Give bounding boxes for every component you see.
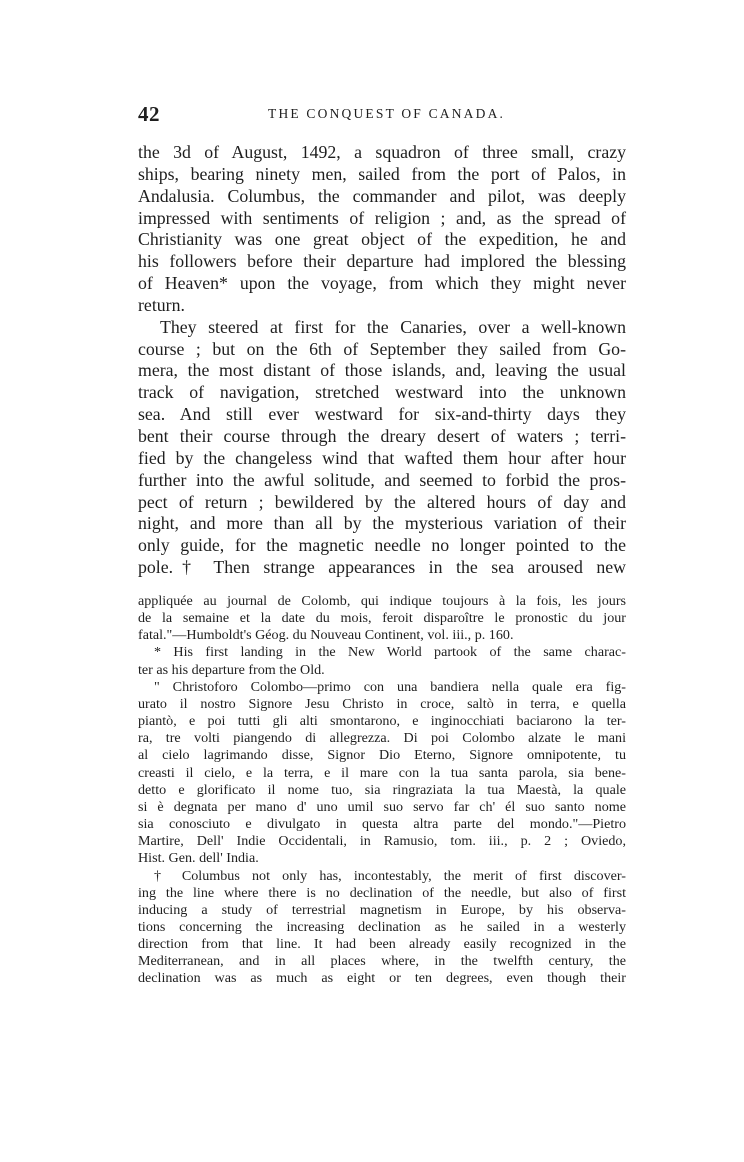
running-head bbox=[138, 102, 626, 130]
footnote-line: si è degnata per mano d' uno umil suo servo far ch' él suo santo nome bbox=[138, 798, 626, 815]
footnote bbox=[138, 679, 626, 868]
footnote-line: * His first landing in the New World partook of the same charac- bbox=[154, 644, 626, 661]
footnote-line: appliquée au journal de Colomb, qui indique toujours à la fois, les jours bbox=[138, 593, 626, 609]
footnote-line: ra, tre volti piangendo di allegrezza. Di poi Colombo alzate le mani bbox=[138, 730, 626, 747]
footnote-line: inducing a study of terrestrial magnetism in Europe, by his observa- bbox=[138, 901, 626, 918]
footnote-line: tions concerning the increasing declination as he sailed in a westerly bbox=[138, 918, 626, 935]
text-line: sea. And still ever westward for six-and-thirty days they bbox=[138, 404, 626, 425]
footnote-line: piantò, e poi tutti gli alti smontarono, e inginocchiati baciarono la ter- bbox=[138, 713, 626, 730]
text-line: the 3d of August, 1492, a squadron of three small, crazy bbox=[138, 142, 626, 162]
page-number: 42 bbox=[138, 102, 160, 126]
text-line: mera, the most distant of those islands, and, leaving the usual bbox=[138, 360, 626, 381]
text-line: return. bbox=[138, 294, 185, 315]
footnote bbox=[138, 644, 626, 678]
text-line: pole.† Then strange appearances in the sea aroused new bbox=[138, 557, 626, 578]
footnote-line: Martire, Dell' Indie Occidentali, in Ramusio, tom. iii., p. 2 ; Oviedo, bbox=[138, 833, 626, 850]
text-line: his followers before their departure had implored the blessing bbox=[138, 251, 626, 272]
footnote-line: detto e glorificato il nome tuo, sia ringraziata la tua Maestà, la quale bbox=[138, 781, 626, 798]
text-line: fied by the changeless wind that wafted them hour after hour bbox=[138, 447, 626, 468]
footnote bbox=[138, 868, 626, 988]
text-line: pect of return ; bewildered by the altered hours of day and bbox=[138, 491, 626, 512]
footnote-line: ter as his departure from the Old. bbox=[138, 661, 325, 678]
text-line: impressed with sentiments of religion ; and, as the spread of bbox=[138, 207, 626, 228]
text-line: course ; but on the 6th of September they sailed from Go- bbox=[138, 338, 626, 359]
text-line: of Heaven* upon the voyage, from which they might never bbox=[138, 273, 626, 294]
footnote-line: creasti il cielo, e la terra, e il mare con la tua santa parola, sia bene- bbox=[138, 764, 626, 781]
footnote bbox=[138, 593, 626, 644]
body-paragraph bbox=[138, 142, 626, 317]
text-line: They steered at first for the Canaries, over a well-known bbox=[160, 316, 626, 337]
footnote-line: al cielo lagrimando disse, Signor Dio Eterno, Signore omnipotente, tu bbox=[138, 747, 626, 764]
main-text bbox=[138, 142, 626, 579]
footnote-line: urato il nostro Signore Jesu Christo in croce, saltò in terra, e quella bbox=[138, 695, 626, 712]
footnote-line: † Columbus not only has, incontestably, the merit of first discover- bbox=[154, 867, 626, 884]
text-line: ships, bearing ninety men, sailed from the port of Palos, in bbox=[138, 163, 626, 184]
running-title: THE CONQUEST OF CANADA. bbox=[268, 106, 506, 121]
footnotes bbox=[138, 593, 626, 988]
footnote-line: ing the line where there is no declination of the needle, but also of first bbox=[138, 884, 626, 901]
text-line: track of navigation, stretched westward into the unknown bbox=[138, 382, 626, 403]
footnote-line: fatal."—Humboldt's Géog. du Nouveau Continent, vol. iii., p. 160. bbox=[138, 627, 514, 644]
footnote-line: sia conosciuto e divulgato in questa altra parte del mondo."—Pietro bbox=[138, 816, 626, 833]
footnote-line: de la semaine et la date du mois, feroit disparoître le pronostic du jour bbox=[138, 610, 626, 627]
text-line: night, and more than all by the mysterious variation of their bbox=[138, 513, 626, 534]
text-line: further into the awful solitude, and seemed to forbid the pros- bbox=[138, 469, 626, 490]
text-line: bent their course through the dreary desert of waters ; terri- bbox=[138, 425, 626, 446]
footnote-line: " Christoforo Colombo—primo con una bandiera nella quale era fig- bbox=[154, 678, 626, 695]
text-line: Christianity was one great object of the expedition, he and bbox=[138, 229, 626, 250]
text-line: only guide, for the magnetic needle no longer pointed to the bbox=[138, 535, 626, 556]
footnote-line: Hist. Gen. dell' India. bbox=[138, 850, 259, 867]
text-line: Andalusia. Columbus, the commander and pilot, was deeply bbox=[138, 185, 626, 206]
footnote-line: direction from that line. It had been already easily recognized in the bbox=[138, 936, 626, 953]
footnote-line: declination was as much as eight or ten degrees, even though their bbox=[138, 970, 626, 987]
body-paragraph bbox=[138, 317, 626, 579]
footnote-line: Mediterranean, and in all places where, in the twelfth century, the bbox=[138, 953, 626, 970]
